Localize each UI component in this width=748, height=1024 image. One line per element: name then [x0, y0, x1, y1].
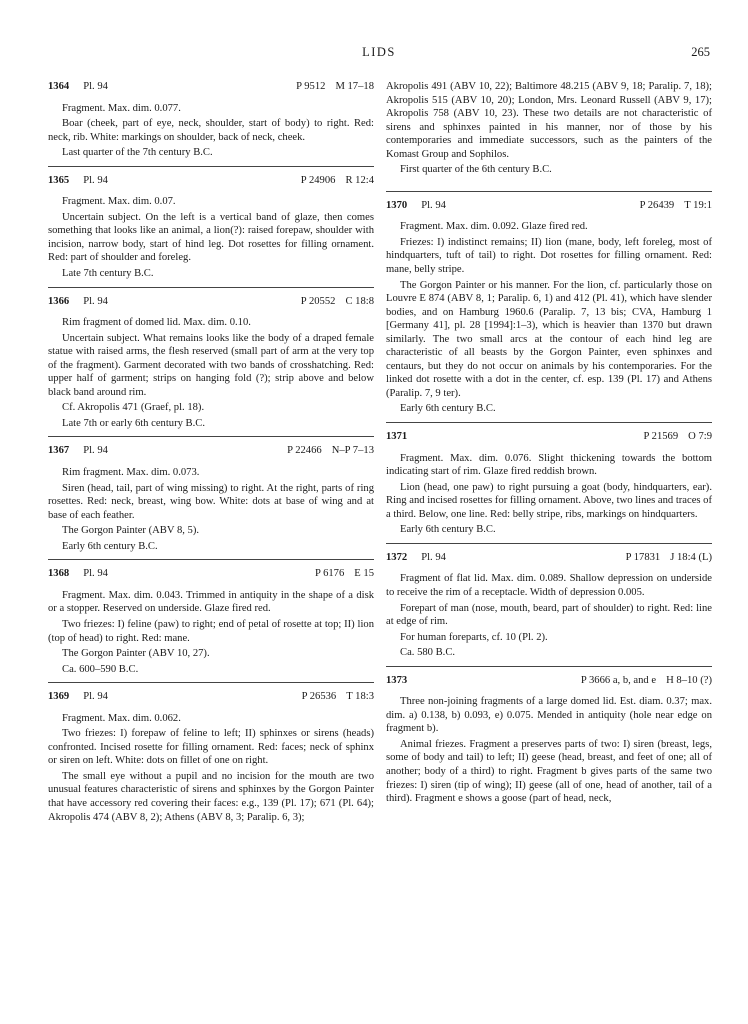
inventory-number: P 6176	[314, 568, 345, 580]
inventory-number: P 3666 a, b, and e	[580, 674, 657, 686]
find-location: O 7:9	[688, 431, 712, 443]
entry-paragraph: Ca. 600–590 B.C.	[62, 663, 139, 675]
entry-paragraph: Fragment. Max. dim. 0.076. Slight thickening towards the bottom indicating start of rim. Glaze fired reddish brown.	[386, 452, 712, 478]
find-location: E 15	[354, 568, 374, 580]
entry-paragraph: Siren (head, tail, part of wing missing) to right. At the right, parts of ring rosettes. Red: neck, breast, wing bow. White: dots at base of wing and at base of each feather.	[48, 482, 374, 521]
entry-paragraph: Late 7th century B.C.	[62, 268, 154, 280]
inventory-number: P 17831	[625, 551, 661, 563]
entry-paragraph: First quarter of the 6th century B.C.	[400, 164, 552, 176]
find-location: H 8–10 (?)	[666, 674, 712, 686]
inventory-number: P 21569	[643, 431, 679, 443]
catalog-entry	[48, 682, 374, 824]
catalog-entry	[48, 166, 374, 281]
page-header	[48, 44, 710, 60]
plate-ref: Pl. 94	[83, 691, 108, 703]
find-location: M 17–18	[335, 81, 374, 92]
entry-paragraph: Three non-joining fragments of a large domed lid. Est. diam. 0.37; max. dim. a) 0.138, b) 0.093, e) 0.075. Mended in antiquity (hole near edge on fragment b).	[386, 696, 712, 735]
entry-paragraph: Lion (head, one paw) to right pursuing a goat (body, hindquarters, ear). Ring and incised rosettes for filling ornament. Above, two lines and traces of a third. Below, one line. Red: belly stripe, ribs, markings on hindquarters.	[386, 481, 712, 520]
entry-paragraph: Akropolis 491 (ABV 10, 22); Baltimore 48.215 (ABV 9, 18; Paralip. 7, 18); Akropolis 515 (ABV 10, 20); London, Mrs. Leonard Russell (ABV 9, 17); Akropolis 758 (ABV 10, 23). These two details are not characteristic of sirens and sphinxes painted in his manner, nor of those by his contemporaries and immediate successors, such as the painters of the Komast Group and Sophilos.	[386, 81, 712, 160]
plate-ref: Pl. 94	[421, 551, 446, 563]
catalog-entry	[48, 436, 374, 553]
entry-number: 1368	[48, 568, 70, 580]
entry-paragraph: Fragment of flat lid. Max. dim. 0.089. Shallow depression on underside to receive the rim of a receptacle. Width of depression 0.005.	[386, 573, 712, 598]
inventory-number: P 22466	[287, 445, 322, 457]
entry-paragraph: Fragment. Max. dim. 0.092. Glaze fired red.	[400, 221, 588, 233]
plate-ref: Pl. 94	[83, 295, 108, 307]
entry-paragraph: Uncertain subject. What remains looks like the body of a draped female statue with raised arms, the flesh reserved (small part of arm at the very top of the fragment). Garment decorated with two bands of crosshatching. Red: upper half of garment; strips on hanging fold (?); strip above and below black band around rim.	[48, 332, 374, 398]
entry-number: 1367	[48, 445, 70, 457]
catalog-entry	[386, 191, 712, 416]
entry-continuation	[386, 80, 712, 177]
entry-number: 1370	[386, 199, 408, 211]
inventory-number: P 9512	[296, 81, 326, 92]
entry-number: 1366	[48, 295, 70, 307]
entry-paragraph: Forepart of man (nose, mouth, beard, part of shoulder) to right. Red: line at edge of rim.	[386, 602, 712, 628]
entry-paragraph: Last quarter of the 7th century B.C.	[62, 147, 213, 159]
entry-paragraph: Friezes: I) indistinct remains; II) lion (mane, body, left foreleg, most of hindquarters, tuft of tail) to right. Dot rosettes for filling ornament. Red: mane, belly stripe.	[386, 236, 712, 276]
entry-paragraph: Fragment. Max. dim. 0.062.	[62, 712, 181, 724]
plate-ref: Pl. 94	[83, 174, 108, 186]
entry-paragraph: Two friezes: I) forepaw of feline to left; II) sphinxes or sirens (heads) confronted. Incised rosette for filling ornament. Red: faces; neck of sphinx or siren on left. White: dots on fillet of one on right.	[48, 728, 374, 767]
entry-number: 1365	[48, 174, 70, 186]
page-number: 265	[691, 45, 710, 59]
entry-paragraph: Fragment. Max. dim. 0.043. Trimmed in antiquity in the shape of a disk or a stopper. Reserved on underside. Glaze fired red.	[48, 589, 374, 615]
entry-header	[48, 80, 374, 94]
entry-paragraph: For human foreparts, cf. 10 (Pl. 2).	[400, 631, 548, 643]
entry-header	[386, 422, 712, 444]
entry-number: 1371	[386, 431, 408, 443]
left-column	[48, 80, 374, 830]
entry-header	[48, 559, 374, 581]
entry-paragraph: Ca. 580 B.C.	[400, 647, 456, 659]
entry-paragraph: Late 7th or early 6th century B.C.	[62, 417, 205, 429]
catalog-entry	[48, 80, 374, 160]
inventory-number: P 26536	[301, 691, 337, 703]
entry-paragraph: Rim fragment of domed lid. Max. dim. 0.10.	[62, 317, 251, 329]
find-location: J 18:4 (L)	[670, 551, 712, 563]
find-location: R 12:4	[345, 174, 374, 186]
entry-paragraph: Fragment. Max. dim. 0.07.	[62, 196, 176, 208]
entry-paragraph: The small eye without a pupil and no incision for the mouth are two unusual features characteristic of sirens and sphinxes by the Gorgon Painter that have accessory red covering their faces: e.g., 139 (Pl. 17); 671 (Pl. 64); Akropolis 474 (ABV 8, 2); Athens (ABV 8, 3; Paralip. 6, 3);	[48, 770, 374, 823]
entry-paragraph: Rim fragment. Max. dim. 0.073.	[62, 467, 200, 479]
inventory-number: P 24906	[300, 174, 336, 186]
entry-header	[386, 191, 712, 213]
entry-paragraph: Fragment. Max. dim. 0.077.	[62, 102, 181, 114]
entry-header	[48, 436, 374, 458]
entry-paragraph: Uncertain subject. On the left is a vertical band of glaze, then comes something that looks like an animal, a lion(?): raised forepaw, shoulder with incision, narrow body, start of hind leg. Dot rosettes for filling ornament. Red: part of shoulder and foreleg.	[48, 211, 374, 264]
find-location: N–P 7–13	[331, 445, 374, 457]
entry-paragraph: The Gorgon Painter (ABV 10, 27).	[62, 648, 210, 660]
catalog-entry	[386, 543, 712, 660]
entry-paragraph: Early 6th century B.C.	[400, 403, 496, 415]
entry-paragraph: Early 6th century B.C.	[400, 524, 496, 536]
entry-paragraph: Animal friezes. Fragment a preserves parts of two: I) siren (breast, legs, some of body and tail) to left; II) geese (head, breast, and feet of one; all of another; body of a third) to right. Fragment b gives parts of the same two friezes: I) siren (tip of wing); II) geese (all of one, head of another, tail of a third). Fragment e shows a goose (part of head, neck,	[386, 738, 712, 805]
find-location: T 19:1	[684, 199, 712, 211]
entry-header	[48, 166, 374, 188]
entry-header	[48, 682, 374, 704]
running-title: LIDS	[362, 45, 396, 59]
catalog-entry	[386, 422, 712, 537]
catalog-entry	[48, 559, 374, 676]
entry-number: 1373	[386, 674, 408, 686]
find-location: T 18:3	[346, 691, 374, 703]
plate-ref: Pl. 94	[83, 81, 108, 92]
entry-paragraph: The Gorgon Painter or his manner. For the lion, cf. particularly those on Louvre E 874 (ABV 8, 1; Paralip. 6, 1) and 412 (Pl. 41), which have slender bodies, and on Hamburg 1960.6 (Paralip. 7, 13 bis; CVA, Hamburg 1 [Germany 41], pl. 28 [1994]:1–3), which is heavier than 1370 but drawn similarly. The two small arcs at the contour of each hind leg are characteristic of all beasts by the Gorgon Painter, even sphinxes and centaurs, but they do not occur on animals by his contemporaries. For the linked dot rosette with a dot in the center, cf. esp. 139 (Pl. 17) and Athens (Paralip. 7, 9 ter).	[386, 279, 712, 399]
plate-ref: Pl. 94	[83, 445, 108, 457]
catalog-entry	[386, 666, 712, 806]
entry-paragraph: The Gorgon Painter (ABV 8, 5).	[62, 525, 200, 537]
entry-number: 1364	[48, 81, 70, 92]
entry-header	[386, 543, 712, 565]
entry-number: 1369	[48, 691, 70, 703]
entry-paragraph: Cf. Akropolis 471 (Graef, pl. 18).	[62, 402, 205, 414]
entry-number: 1372	[386, 551, 408, 563]
inventory-number: P 20552	[300, 295, 336, 307]
plate-ref: Pl. 94	[83, 568, 108, 580]
inventory-number: P 26439	[639, 199, 675, 211]
entry-paragraph: Early 6th century B.C.	[62, 540, 158, 552]
right-column	[386, 80, 712, 812]
plate-ref: Pl. 94	[421, 199, 446, 211]
entry-header	[386, 666, 712, 688]
find-location: C 18:8	[345, 295, 374, 307]
catalog-entry	[48, 287, 374, 431]
entry-paragraph: Boar (cheek, part of eye, neck, shoulder, start of body) to right. Red: neck, rib. White: markings on shoulder, back of neck, cheek.	[48, 118, 374, 143]
entry-header	[48, 287, 374, 309]
entry-paragraph: Two friezes: I) feline (paw) to right; end of petal of rosette at top; II) lion (top of head) to right. Red: mane.	[48, 618, 374, 644]
